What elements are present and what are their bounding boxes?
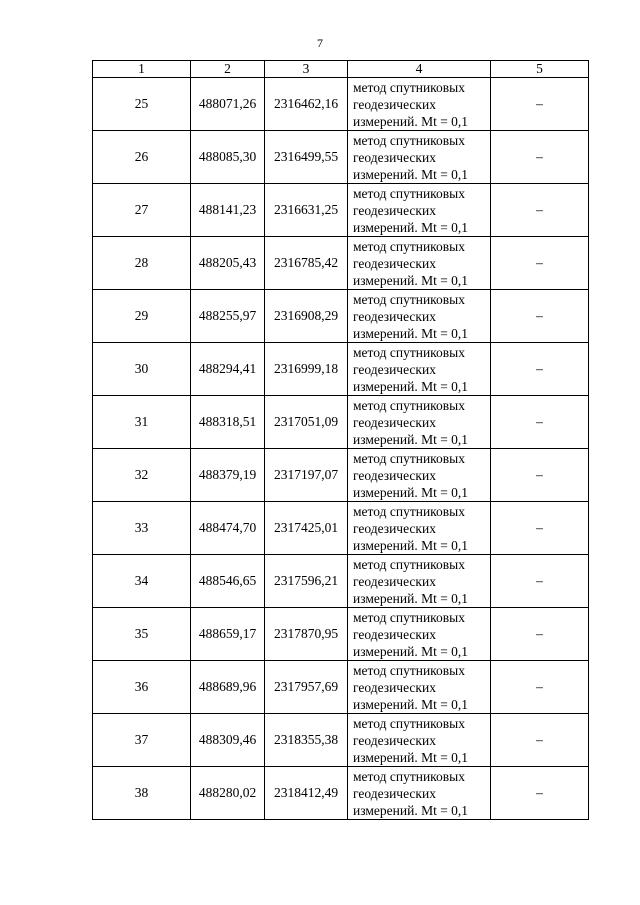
- coordinates-table: [92, 60, 589, 820]
- method-line: измерений. Mt = 0,1: [353, 484, 469, 500]
- method-line: геодезических: [353, 414, 436, 430]
- note-cell: –: [491, 343, 589, 396]
- method-line: метод спутниковых: [353, 79, 465, 95]
- table-row: [93, 184, 589, 237]
- y-coordinate-cell: 2318412,49: [265, 767, 348, 820]
- method-line: измерений. Mt = 0,1: [353, 378, 469, 394]
- table-row: [93, 555, 589, 608]
- method-line: измерений. Mt = 0,1: [353, 537, 469, 553]
- y-coordinate-cell: 2317425,01: [265, 502, 348, 555]
- page-number: 7: [317, 36, 323, 50]
- method-line: геодезических: [353, 361, 436, 377]
- column-header: 5: [491, 61, 589, 78]
- method-line: геодезических: [353, 679, 436, 695]
- note-cell: –: [491, 555, 589, 608]
- point-number-cell: 35: [93, 608, 191, 661]
- point-number-cell: 31: [93, 396, 191, 449]
- table-row: [93, 767, 589, 820]
- method-line: геодезических: [353, 573, 436, 589]
- x-coordinate-cell: 488255,97: [191, 290, 265, 343]
- method-line: метод спутниковых: [353, 450, 465, 466]
- column-header: 2: [191, 61, 265, 78]
- method-line: измерений. Mt = 0,1: [353, 219, 469, 235]
- method-cell: [348, 184, 491, 237]
- y-coordinate-cell: 2316999,18: [265, 343, 348, 396]
- note-cell: –: [491, 184, 589, 237]
- note-cell: –: [491, 608, 589, 661]
- table-row: [93, 290, 589, 343]
- note-cell: –: [491, 131, 589, 184]
- method-cell: [348, 237, 491, 290]
- note-cell: –: [491, 78, 589, 131]
- point-number-cell: 27: [93, 184, 191, 237]
- note-cell: –: [491, 767, 589, 820]
- method-line: измерений. Mt = 0,1: [353, 749, 469, 765]
- table-row: [93, 449, 589, 502]
- method-line: измерений. Mt = 0,1: [353, 590, 469, 606]
- point-number-cell: 37: [93, 714, 191, 767]
- method-line: метод спутниковых: [353, 503, 465, 519]
- table-row: [93, 396, 589, 449]
- method-cell: [348, 767, 491, 820]
- y-coordinate-cell: 2317870,95: [265, 608, 348, 661]
- method-cell: [348, 131, 491, 184]
- table-row: [93, 237, 589, 290]
- method-line: измерений. Mt = 0,1: [353, 643, 469, 659]
- x-coordinate-cell: 488379,19: [191, 449, 265, 502]
- column-header: 3: [265, 61, 348, 78]
- x-coordinate-cell: 488280,02: [191, 767, 265, 820]
- point-number-cell: 25: [93, 78, 191, 131]
- method-line: геодезических: [353, 202, 436, 218]
- point-number-cell: 34: [93, 555, 191, 608]
- table-row: [93, 608, 589, 661]
- table-row: [93, 343, 589, 396]
- method-cell: [348, 661, 491, 714]
- method-cell: [348, 449, 491, 502]
- y-coordinate-cell: 2316785,42: [265, 237, 348, 290]
- point-number-cell: 38: [93, 767, 191, 820]
- y-coordinate-cell: 2317051,09: [265, 396, 348, 449]
- x-coordinate-cell: 488309,46: [191, 714, 265, 767]
- method-line: метод спутниковых: [353, 185, 465, 201]
- point-number-cell: 30: [93, 343, 191, 396]
- table-row: [93, 78, 589, 131]
- column-header: 1: [93, 61, 191, 78]
- method-line: метод спутниковых: [353, 662, 465, 678]
- point-number-cell: 32: [93, 449, 191, 502]
- method-line: метод спутниковых: [353, 132, 465, 148]
- method-line: геодезических: [353, 467, 436, 483]
- method-cell: [348, 555, 491, 608]
- method-line: геодезических: [353, 255, 436, 271]
- note-cell: –: [491, 661, 589, 714]
- method-cell: [348, 78, 491, 131]
- y-coordinate-cell: 2316462,16: [265, 78, 348, 131]
- x-coordinate-cell: 488689,96: [191, 661, 265, 714]
- table-row: [93, 502, 589, 555]
- x-coordinate-cell: 488546,65: [191, 555, 265, 608]
- method-cell: [348, 290, 491, 343]
- method-line: геодезических: [353, 785, 436, 801]
- y-coordinate-cell: 2318355,38: [265, 714, 348, 767]
- method-cell: [348, 608, 491, 661]
- method-line: геодезических: [353, 520, 436, 536]
- method-cell: [348, 502, 491, 555]
- x-coordinate-cell: 488474,70: [191, 502, 265, 555]
- method-line: измерений. Mt = 0,1: [353, 272, 469, 288]
- method-line: измерений. Mt = 0,1: [353, 696, 469, 712]
- method-cell: [348, 396, 491, 449]
- x-coordinate-cell: 488659,17: [191, 608, 265, 661]
- note-cell: –: [491, 396, 589, 449]
- method-line: метод спутниковых: [353, 715, 465, 731]
- column-header: 4: [348, 61, 491, 78]
- table-row: [93, 131, 589, 184]
- method-line: измерений. Mt = 0,1: [353, 166, 469, 182]
- y-coordinate-cell: 2317957,69: [265, 661, 348, 714]
- y-coordinate-cell: 2316499,55: [265, 131, 348, 184]
- method-line: метод спутниковых: [353, 344, 465, 360]
- method-cell: [348, 343, 491, 396]
- note-cell: –: [491, 714, 589, 767]
- method-line: геодезических: [353, 149, 436, 165]
- point-number-cell: 28: [93, 237, 191, 290]
- note-cell: –: [491, 449, 589, 502]
- method-line: измерений. Mt = 0,1: [353, 802, 469, 818]
- note-cell: –: [491, 502, 589, 555]
- method-line: измерений. Mt = 0,1: [353, 113, 469, 129]
- x-coordinate-cell: 488071,26: [191, 78, 265, 131]
- x-coordinate-cell: 488294,41: [191, 343, 265, 396]
- method-line: метод спутниковых: [353, 238, 465, 254]
- method-line: метод спутниковых: [353, 397, 465, 413]
- note-cell: –: [491, 237, 589, 290]
- table-header-row: [93, 61, 589, 78]
- method-cell: [348, 714, 491, 767]
- y-coordinate-cell: 2317197,07: [265, 449, 348, 502]
- method-line: метод спутниковых: [353, 556, 465, 572]
- y-coordinate-cell: 2317596,21: [265, 555, 348, 608]
- x-coordinate-cell: 488205,43: [191, 237, 265, 290]
- method-line: геодезических: [353, 96, 436, 112]
- x-coordinate-cell: 488085,30: [191, 131, 265, 184]
- x-coordinate-cell: 488318,51: [191, 396, 265, 449]
- table-row: [93, 714, 589, 767]
- point-number-cell: 36: [93, 661, 191, 714]
- method-line: метод спутниковых: [353, 768, 465, 784]
- note-cell: –: [491, 290, 589, 343]
- point-number-cell: 26: [93, 131, 191, 184]
- method-line: измерений. Mt = 0,1: [353, 325, 469, 341]
- method-line: геодезических: [353, 308, 436, 324]
- y-coordinate-cell: 2316908,29: [265, 290, 348, 343]
- method-line: геодезических: [353, 732, 436, 748]
- method-line: метод спутниковых: [353, 291, 465, 307]
- table-row: [93, 661, 589, 714]
- y-coordinate-cell: 2316631,25: [265, 184, 348, 237]
- point-number-cell: 29: [93, 290, 191, 343]
- method-line: метод спутниковых: [353, 609, 465, 625]
- method-line: геодезических: [353, 626, 436, 642]
- method-line: измерений. Mt = 0,1: [353, 431, 469, 447]
- x-coordinate-cell: 488141,23: [191, 184, 265, 237]
- point-number-cell: 33: [93, 502, 191, 555]
